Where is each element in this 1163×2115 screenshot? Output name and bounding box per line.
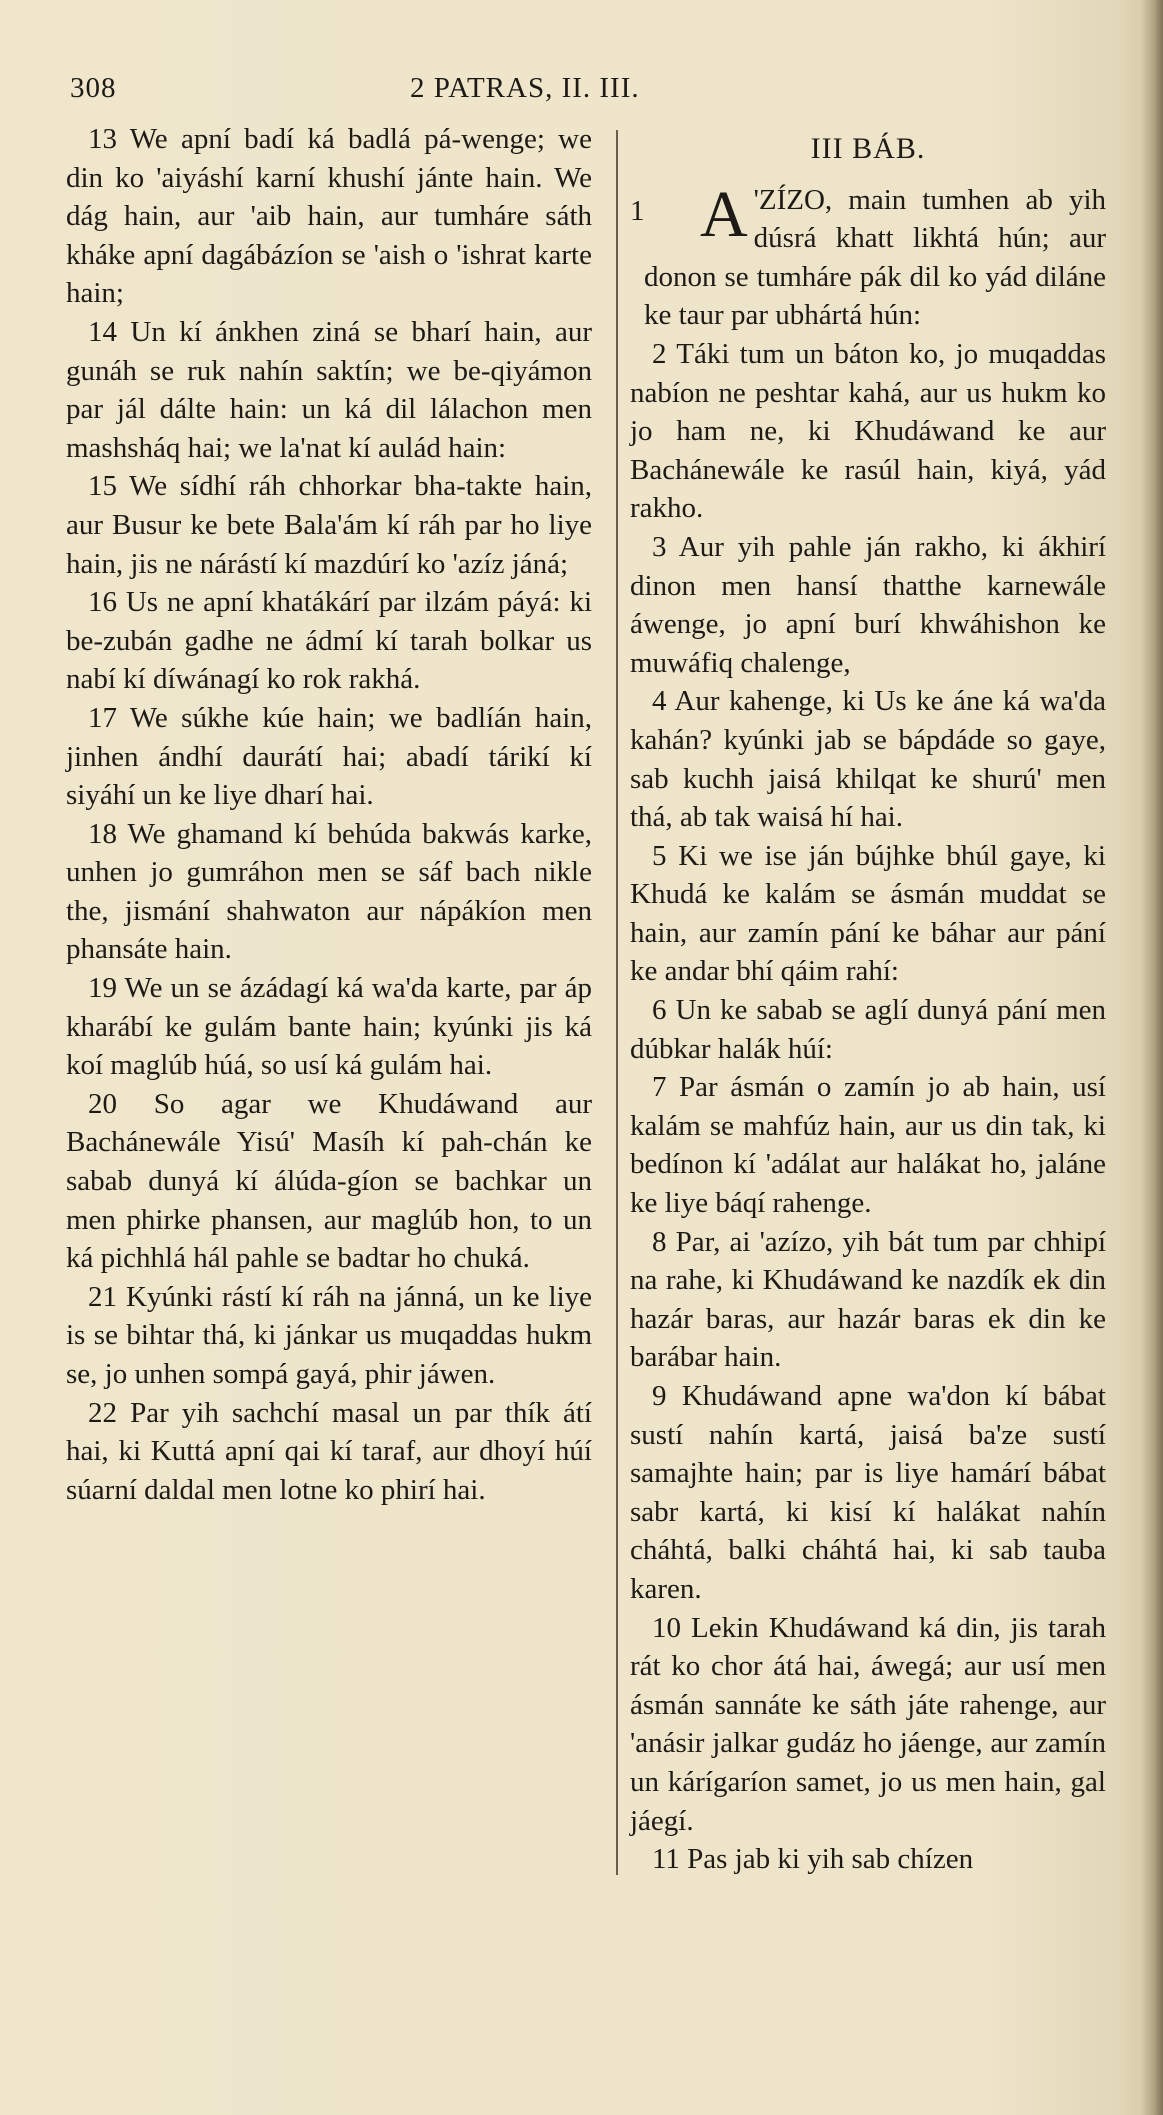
running-title: 2 PATRAS, II. III. [410, 72, 640, 104]
verse-9: 9 Khudáwand apne wa'don kí bábat sustí nahín kartá, jaisá ba'ze sustí samajhte hain; par is liye hamárí bábat sabr kartá, ki kisí kí halákat nahín cháhtá, balki cháhtá hai, ki sab tauba karen. [630, 1380, 1106, 1605]
verse-2: 2 Táki tum un báton ko, jo muqaddas nabíon ne peshtar kahá, aur us hukm ko jo ham ne, ki Khudáwand ke aur Bachánewále ke rasúl hain, kiyá, yád rakho. [630, 337, 1106, 525]
column-divider [616, 130, 618, 1875]
chapter-heading: III BÁB. [810, 132, 926, 165]
verse-4: 4 Aur kahenge, ki Us ke áne ká wa'da kahán? kyúnki jab se bápdáde so gaye, sab kuchh jaisá khilqat ke shurú' men thá, ab tak waisá hí hai. [630, 685, 1106, 834]
left-column [66, 120, 592, 1509]
drop-cap: A [700, 177, 748, 251]
verse-13: 13 We apní badí ká badlá pá-wenge; we din ko 'aiyáshí karní khushí jánte hain. We dág hain, aur 'aib hain, aur tumháre sáth kháke apní dagábázíon se 'aish o 'ishrat karte hain; [66, 123, 592, 310]
verse-8: 8 Par, ai 'azízo, yih bát tum par chhipí na rahe, ki Khudáwand ke nazdík ek din hazár baras, aur hazár baras ek din ke barábar hain. [630, 1225, 1106, 1374]
verse-6: 6 Un ke sabab se aglí dunyá pání men dúbkar halák húí: [630, 994, 1106, 1065]
page-number: 308 [70, 72, 117, 104]
verse-17: 17 We súkhe kúe hain; we badlíán hain, jinhen ándhí daurátí hai; abadí tárikí kí siyáhí un ke liye dharí hai. [66, 701, 592, 812]
right-column [630, 120, 1106, 1879]
page-edge-shadow [1141, 0, 1163, 2115]
verse-3: 3 Aur yih pahle ján rakho, ki ákhirí dinon men hansí thatthe karnewále áwenge, jo apní burí khwáhishon ke muwáfiq chalenge, [630, 530, 1106, 679]
verse-15: 15 We sídhí ráh chhorkar bha-takte hain, aur Busur ke bete Bala'ám kí ráh par ho liye hain, jis ne nárástí kí mazdúrí ko 'azíz jáná; [66, 470, 592, 580]
verse-19: 19 We un se ázádagí ká wa'da karte, par áp kharábí ke gulám bante hain; kyúnki jis ká koí maglúb húá, so usí ká gulám hai. [66, 972, 592, 1082]
verse-1-text: 'ZÍZO, main tumhen ab yih dúsrá khatt likhtá hún; aur donon se tumháre pák dil ko yád diláne ke taur par ubhártá hún: [644, 183, 1106, 332]
verse-11: 11 Pas jab ki yih sab chízen [652, 1843, 974, 1876]
verse-7: 7 Par ásmán o zamín jo ab hain, usí kalám se mahfúz hain, aur us din tak, ki bedínon kí 'adálat aur halákat ho, jaláne ke liye báqí rahenge. [630, 1071, 1106, 1220]
verse-16: 16 Us ne apní khatákárí par ilzám páyá: ki be-zubán gadhe ne ádmí kí tarah bolkar us nabí kí díwánagí ko rok rakhá. [66, 586, 592, 696]
verse-10: 10 Lekin Khudáwand ká din, jis tarah rát ko chor átá hai, áwegá; aur usí men ásmán sannáte ke sáth játe rahenge, aur 'anásir jalkar gudáz ho jáenge, aur zamín un kárígaríon samet, jo us men hain, gal jáegí. [630, 1611, 1106, 1837]
verse-1-number: 1 [630, 195, 645, 227]
page-header [0, 72, 1163, 122]
verse-20: 20 So agar we Khudáwand aur Bachánewále Yisú' Masíh kí pah-chán ke sabab dunyá kí álúda-gíon se bachkar un men phirke phansen, aur maglúb hon, to un ká pichhlá hál pahle se badtar ho chuká. [66, 1087, 592, 1275]
verse-21: 21 Kyúnki rástí kí ráh na jánná, un ke liye is se bihtar thá, ki jánkar us muqaddas hukm se, jo unhen sompá gayá, phir jáwen. [66, 1280, 592, 1390]
verse-5: 5 Ki we ise ján bújhke bhúl gaye, ki Khudá ke kalám se ásmán muddat se hain, aur zamín pání ke báhar aur pání ke andar bhí qáim rahí: [630, 839, 1106, 988]
verse-18: 18 We ghamand kí behúda bakwás karke, unhen jo gumráhon men se sáf bach nikle the, jismání shahwaton aur nápákíon men phansáte hain. [66, 817, 592, 966]
verse-1 [630, 177, 1106, 335]
verse-14: 14 Un kí ánkhen ziná se bharí hain, aur gunáh se ruk nahín saktín; we be-qiyámon par jál dálte hain: un ká dil lálachon men mashsháq hai; we la'nat kí aulád hain: [66, 315, 592, 464]
verse-22: 22 Par yih sachchí masal un par thík átí hai, ki Kuttá apní qai kí taraf, aur dhoyí húí súarní daldal men lotne ko phirí hai. [66, 1396, 592, 1506]
